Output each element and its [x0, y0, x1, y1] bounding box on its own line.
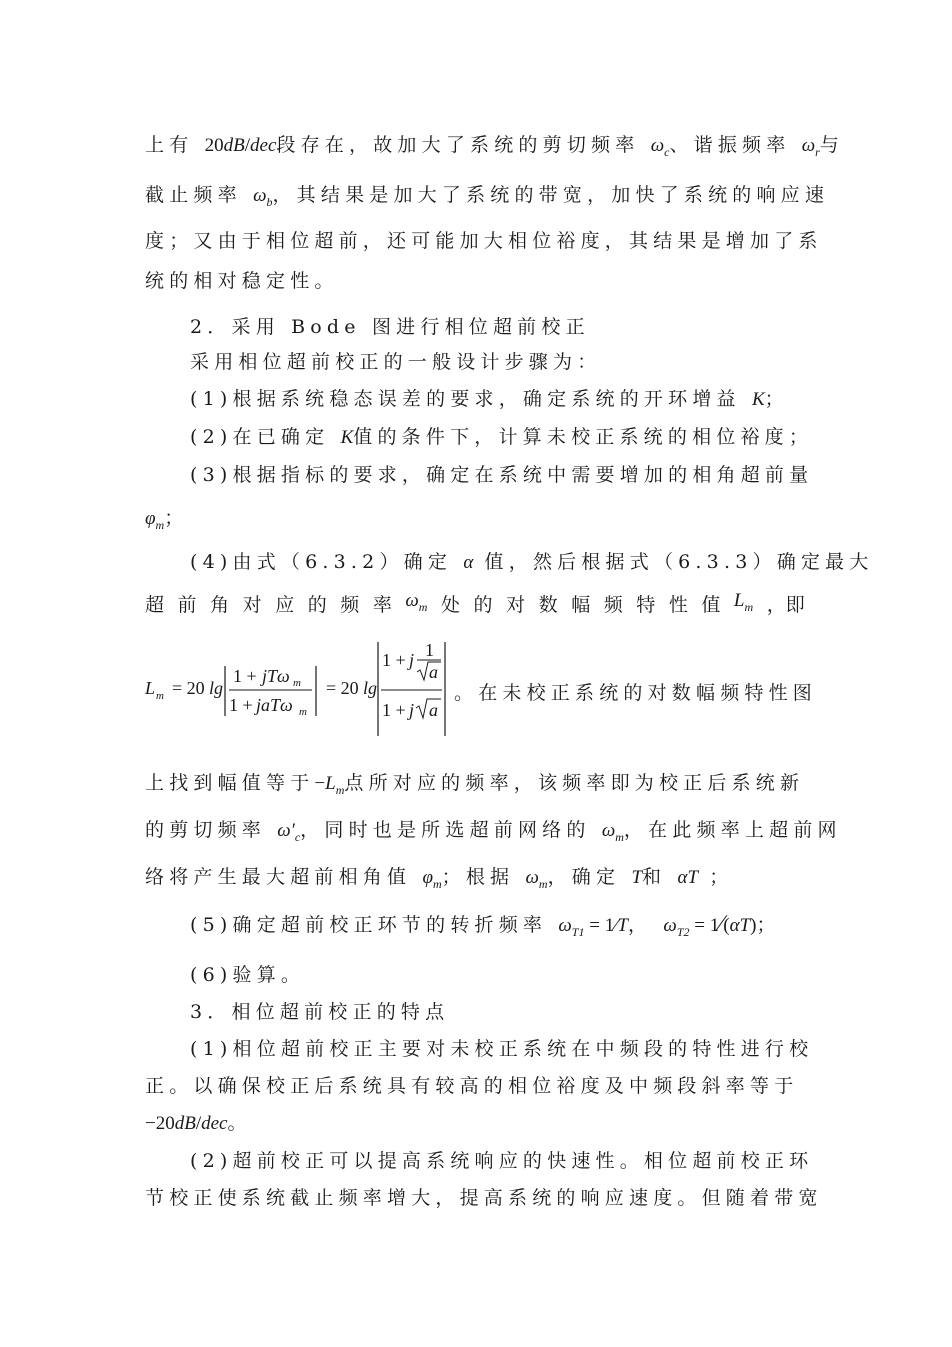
- step-4-cont: 超 前 角 对 应 的 频 率 $\omega_m$ 处 的 对 数 幅 频 特 性 值 $L_m$ ，即: [145, 590, 805, 616]
- step-1: (1)根据系统稳态误差的要求，确定系统的开环增益 K；: [190, 388, 789, 410]
- section-heading: 2．采用 Bode 图进行相位超前校正: [190, 316, 590, 338]
- paragraph-line: 采用相位超前校正的一般设计步骤为：: [190, 351, 602, 373]
- paragraph-line: 正。以确保校正后系统具有较高的相位裕度及中频段斜率等于: [145, 1075, 799, 1097]
- svg-text:a: a: [429, 700, 438, 720]
- svg-text:a: a: [429, 662, 438, 682]
- svg-text:j: j: [409, 650, 415, 670]
- svg-text:= 20: = 20: [172, 678, 205, 698]
- paragraph-line: 度；又由于相位超前，还可能加大相位裕度，其结果是增加了系: [145, 230, 823, 252]
- paragraph-line: 上有 20dB/dec段存在，故加大了系统的剪切频率 $\omega_c$、谐振频率 $\omega_r$与: [145, 134, 844, 159]
- paragraph-line: 络将产生最大超前相角值 $\varphi_m$；根据 $\omega_m$，确定 T和 αT ；: [145, 866, 734, 891]
- svg-text:1 +: 1 +: [382, 700, 406, 720]
- paragraph-line: (1)相位超前校正主要对未校正系统在中频段的特性进行校: [190, 1038, 814, 1060]
- paragraph-line: 上找到幅值等于$-L_m$点所对应的频率，该频率即为校正后系统新: [145, 772, 805, 797]
- svg-text:jaTω: jaTω: [256, 695, 293, 715]
- paragraph-line: (2)超前校正可以提高系统响应的快速性。相位超前校正环: [190, 1150, 814, 1172]
- paragraph-line: 的剪切频率 $\omega'_c$，同时也是所选超前网络的 $\omega_m$，在此频率上超前网: [145, 819, 842, 844]
- svg-text:m: m: [156, 690, 164, 702]
- paragraph-line: 截止频率 $\omega_b$，其结果是加大了系统的带宽，加快了系统的响应速: [145, 184, 830, 209]
- svg-text:m: m: [293, 677, 301, 689]
- step-4: (4)由式（6.3.2）确定 α 值，然后根据式（6.3.3）确定最大: [190, 551, 874, 573]
- svg-text:lg: lg: [209, 678, 224, 698]
- step-2: (2)在已确定 K值的条件下，计算未校正系统的相位裕度；: [190, 426, 814, 448]
- step-6: (6)验算。: [190, 964, 306, 986]
- section-heading: 3．相位超前校正的特点: [190, 1001, 450, 1023]
- paragraph-line: −20dB/dec。: [145, 1112, 252, 1134]
- svg-text:1 +: 1 +: [229, 695, 253, 715]
- svg-text:1 +: 1 +: [382, 650, 406, 670]
- step-5: (5)确定超前校正环节的转折频率 $\omega_{T1}$ = 1∕T， $\omega_{T2}$ = 1∕(αT)；: [190, 911, 781, 939]
- svg-text:1: 1: [425, 640, 434, 660]
- step-3-cont: $\varphi_m$；: [145, 507, 189, 532]
- svg-text:= 20: = 20: [326, 678, 359, 698]
- equation-trailing-text: 。在未校正系统的对数幅频特性图: [454, 682, 818, 704]
- svg-text:L: L: [145, 678, 156, 698]
- svg-text:j: j: [409, 700, 415, 720]
- svg-text:1 +: 1 +: [233, 666, 257, 686]
- svg-text:lg: lg: [363, 678, 378, 698]
- paragraph-line: 节校正使系统截止频率增大，提高系统的响应速度。但随着带宽: [145, 1187, 823, 1209]
- step-3: (3)根据指标的要求，确定在系统中需要增加的相角超前量: [190, 464, 814, 486]
- paragraph-line: 统的相对稳定性。: [145, 270, 339, 292]
- svg-text:m: m: [299, 706, 307, 718]
- svg-text:jTω: jTω: [262, 666, 290, 686]
